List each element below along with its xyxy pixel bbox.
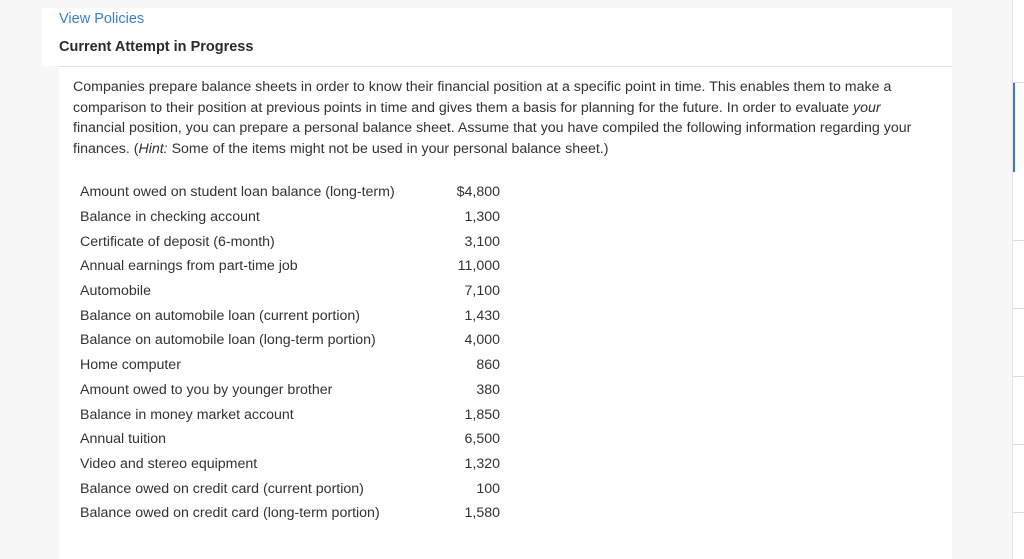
item-value: 4,000 bbox=[464, 332, 500, 349]
prompt-text-3: Some of the items might not be used in your personal balance sheet.) bbox=[167, 140, 609, 157]
item-value: 380 bbox=[476, 381, 500, 398]
item-label: Amount owed to you by younger brother bbox=[80, 381, 333, 398]
item-label: Balance owed on credit card (current portion) bbox=[80, 480, 364, 497]
item-label: Balance in money market account bbox=[80, 406, 294, 423]
question-card bbox=[59, 67, 952, 559]
item-label: Balance on automobile loan (current portion) bbox=[80, 307, 360, 324]
item-label: Video and stereo equipment bbox=[80, 455, 258, 472]
attempt-title: Current Attempt in Progress bbox=[59, 39, 254, 55]
rail-divider bbox=[1013, 512, 1024, 513]
item-value: 1,320 bbox=[464, 455, 500, 472]
prompt-emphasis-hint: Hint: bbox=[138, 140, 168, 157]
item-label: Balance in checking account bbox=[80, 209, 260, 226]
table-row bbox=[80, 402, 500, 427]
question-prompt bbox=[73, 77, 935, 159]
table-row bbox=[80, 427, 500, 452]
item-value: 7,100 bbox=[464, 283, 500, 300]
rail-divider bbox=[1013, 376, 1024, 377]
item-value: 11,000 bbox=[457, 258, 500, 275]
table-row bbox=[80, 501, 500, 526]
table-row bbox=[80, 328, 500, 353]
table-row bbox=[80, 476, 500, 501]
item-value: 6,500 bbox=[464, 431, 500, 448]
item-value: 100 bbox=[476, 480, 500, 497]
finance-items-table bbox=[80, 180, 500, 526]
rail-divider bbox=[1013, 444, 1024, 445]
table-row bbox=[80, 229, 500, 254]
rail-active-indicator bbox=[1013, 82, 1015, 172]
table-row bbox=[80, 279, 500, 304]
item-value: 1,580 bbox=[464, 505, 500, 522]
item-label: Annual earnings from part-time job bbox=[80, 258, 298, 275]
item-value: 3,100 bbox=[464, 233, 500, 250]
rail-divider bbox=[1013, 240, 1024, 241]
header-card bbox=[42, 8, 952, 66]
item-value: $4,800 bbox=[456, 184, 500, 201]
item-label: Annual tuition bbox=[80, 431, 166, 448]
view-policies-link[interactable]: View Policies bbox=[59, 11, 145, 27]
item-label: Automobile bbox=[80, 283, 151, 300]
item-label: Certificate of deposit (6-month) bbox=[80, 233, 275, 250]
item-label: Balance owed on credit card (long-term portion) bbox=[80, 505, 380, 522]
table-row bbox=[80, 378, 500, 403]
rail-divider bbox=[1013, 82, 1024, 83]
table-row bbox=[80, 180, 500, 205]
item-value: 1,850 bbox=[464, 406, 500, 423]
item-label: Balance on automobile loan (long-term portion) bbox=[80, 332, 376, 349]
prompt-emphasis-your: your bbox=[852, 99, 881, 116]
rail-divider bbox=[1013, 308, 1024, 309]
right-scroll-rail[interactable] bbox=[1012, 0, 1024, 559]
table-row bbox=[80, 254, 500, 279]
item-value: 1,430 bbox=[464, 307, 500, 324]
prompt-text-1: Companies prepare balance sheets in order to know their financial position at a specific point in time. This enables them to make a comparison to their position at previous points in time and gives them a basis for planning for the future. In order to evaluate bbox=[73, 79, 892, 116]
item-label: Home computer bbox=[80, 357, 181, 374]
table-row bbox=[80, 205, 500, 230]
item-label: Amount owed on student loan balance (long-term) bbox=[80, 184, 395, 201]
item-value: 860 bbox=[476, 357, 500, 374]
table-row bbox=[80, 303, 500, 328]
table-row bbox=[80, 353, 500, 378]
prompt-text-2: financial position, you can prepare a personal balance sheet. Assume that you have compiled the following information regarding your finances. ( bbox=[73, 120, 912, 157]
item-value: 1,300 bbox=[464, 209, 500, 226]
table-row bbox=[80, 452, 500, 477]
